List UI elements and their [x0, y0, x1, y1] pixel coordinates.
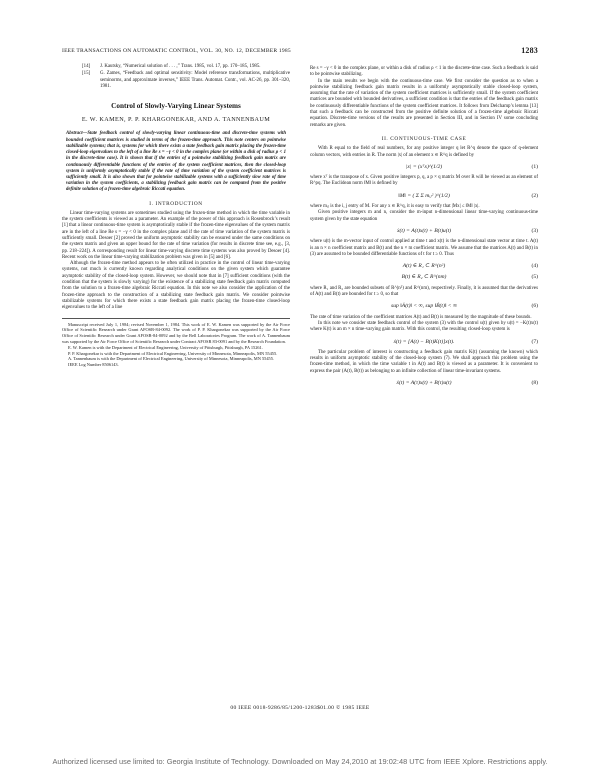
reference-list — [62, 64, 290, 90]
section-heading-introduction: I. INTRODUCTION — [149, 200, 203, 207]
equation-number: (6) — [531, 303, 538, 310]
article-abstract: Abstract—State feedback control of slowly-varying linear continuous-time and discrete-time systems with bounded coefficient matrices is studied in terms of the frozen-time approach. This note centers on pointwise stabilizable systems; that is, systems for which there exists a state feedback gain matrix placing the frozen-time closed-loop eigenvalues to the left of a line Re s = −γ < 0 in the complex plane (or within a disk of radius ρ < 1 in the discrete-time case). It is shown that if the entries of a pointwise stabilizing feedback gain matrix are continuously differentiable functions of the entries of the system coefficient matrices, then the closed-loop system is uniformly asymptotically stable if the rate of time variation of the system coefficient matrices is sufficiently small. It is also shown that for pointwise stabilizable systems with a sufficiently slow rate of time variation in the system coefficients, a stabilizing feedback gain matrix can be computed from the positive definite solution of a frozen-time algebraic Riccati equation. — [66, 131, 286, 193]
equation-4 — [310, 263, 538, 269]
continued-paragraph: Re s = −γ < 0 in the complex plane, or within a disk of radius ρ < 1 in the discrete-time case. Such a feedback is said to be pointwise stabilizing. — [310, 66, 538, 78]
article-title: Control of Slowly-Varying Linear Systems — [111, 102, 241, 111]
download-notice: Authorized licensed use limited to: Georgia Institute of Technology. Downloaded on May 24,2010 at 19:02:48 UTC from IEEE Xplore. Restrictions apply. — [52, 757, 548, 766]
equation-2 — [310, 193, 538, 199]
equation-5 — [310, 274, 538, 280]
footnote-affiliation: A. Tannenbaum is with the Department of Electrical Engineering, University of Minnesota, Minneapolis, MN 55455. — [68, 356, 275, 362]
equation-7 — [310, 339, 538, 345]
footnote-log-number: IEEE Log Number 8506143. — [68, 362, 119, 368]
body-paragraph: where R₁ and R₂ are bounded subsets of R^(n²) and R^(nm), respectively. Finally, it is assumed that the derivatives of A(t) and B(t) are bounded for t ≥ 0, so that — [310, 285, 538, 298]
equation-text: A(t) ∈ R₁ ⊂ R^(n²) — [402, 263, 446, 270]
equation-number: (7) — [531, 338, 538, 345]
body-paragraph: where mᵢⱼ is the i, j entry of M. For any x ∈ R^q, it is easy to verify that |Mx| ≤ ‖M‖ |x|. — [310, 204, 480, 210]
journal-name: IEEE TRANSACTIONS ON AUTOMATIC CONTROL, VOL. 30, NO. 12, DECEMBER 1985 — [62, 48, 291, 54]
footnote-block — [62, 318, 290, 368]
intro-paragraph: Although the frozen-time method appears to be often utilized in practice in the control of linear time-varying systems, not much is currently known regarding analytical conditions on the given system which guarantee asymptotic stability of the closed-loop system. However, we should note that in [7] sufficient conditions (with the condition that the system is slowly varying) for the existence of a stabilizing state feedback gain matrix computed from the solution to a frozen-time algebraic Riccati equation. In this note we also consider the application of the frozen-time approach to the construction of a stabilizing state feedback gain matrix. We consider pointwise stabilizable systems for which there exists a state feedback gain matrix placing the frozen-time closed-loop eigenvalues to the left of a line — [62, 261, 290, 311]
reference-item — [82, 64, 290, 70]
equation-6 — [310, 303, 538, 309]
reference-number: [14] — [82, 64, 91, 69]
footnote-affiliation: E. W. Kamen is with the Department of Electrical Engineering, University of Pittsburgh, Pittsburgh, PA 15261. — [68, 344, 263, 350]
equation-text: B(t) ∈ R₂ ⊂ R^(nm) — [401, 274, 447, 281]
equation-number: (3) — [531, 227, 538, 234]
equation-text: ẋ(t) = A(t)x(t) + B(t)u(t) — [396, 227, 452, 234]
body-paragraph: Given positive integers m and n, consider the m-input n-dimensional linear time-varying continuous-time system given by the state equation — [310, 210, 538, 222]
body-paragraph: With R equal to the field of real numbers, for any positive integer q let R^q denote the space of q-element column vectors, with entries in R. The norm |x| of an element x ∈ R^q is defined by — [310, 146, 538, 158]
reference-text: G. Zames, “Feedback and optimal sensitivity: Model reference transformations, multiplicative seminorms, and approximate inverses,” IEEE Trans. Automat. Contr., vol. AC-26, pp. 301–320, 1981. — [100, 71, 290, 89]
outline-paragraph: In the main results we begin with the continuous-time case. We first consider the question as to when a pointwise stabilizing feedback gain matrix results in a uniformly asymptotically stable closed-loop system, assuming that the rate of variation of the system coefficient matrices is sufficiently small. If the system coefficient matrices are bounded with bounded derivatives, a sufficient condition is that the entries of the feedback gain matrix be continuously differentiable functions of the system coefficient matrices. It follows from Delchamp’s lemma [13] that such a feedback can be constructed from the positive definite solution of a frozen-time algebraic Riccati equation. Discrete-time versions of the results are presented in Section III, and in Section IV some concluding remarks are given. — [310, 78, 538, 128]
equation-text: ẋ(t) = A(τ)x(t) + B(τ)u(t) — [396, 379, 452, 386]
equation-text: ẋ(t) = [A(t) − B(t)K(t)]x(t). — [393, 338, 455, 345]
article-authors: E. W. KAMEN, P. P. KHARGONEKAR, AND A. TANNENBAUM — [81, 116, 271, 124]
footnote-affiliation: P. P. Khargonekar is with the Department of Electrical Engineering, University of Minnesota, Minneapolis, MN 55455. — [68, 350, 278, 356]
right-column — [310, 66, 538, 391]
body-paragraph: The rate of time variation of the coefficient matrices A(t) and B(t) is measured by the magnitude of these bounds. — [310, 314, 532, 320]
body-paragraph: The particular problem of interest is constructing a feedback gain matrix K(t) (assuming the known) which results in uniform asymptotic stability of the closed-loop system (7). We shall approach this problem using the frozen-time method, in which the time variable t in A(t) and B(t) is viewed as a parameter. It is convenient to express the pair (A(t), B(t)) as belonging to an infinite collection of linear time-invariant systems. — [310, 349, 538, 374]
equation-number: (1) — [531, 163, 538, 170]
equation-number: (8) — [531, 379, 538, 386]
body-paragraph: In this note we consider state feedback control of the system (3) with the control u(t) given by u(t) = −K(t)x(t) where K(t) is an m × n time-varying gain matrix. With this control, the resulting closed-loop system is — [310, 320, 538, 333]
equation-number: (5) — [531, 274, 538, 281]
copyright-line: 00 IEEE 0018-9286/85/1200-1283$01.00 © 1985 IEEE — [230, 705, 370, 711]
equation-8 — [310, 380, 538, 386]
page-number: 1283 — [521, 46, 538, 55]
equation-text: |x| = (xᵀx)^(1/2) — [405, 163, 443, 170]
section-heading-continuous-time: II. CONTINUOUS-TIME CASE — [381, 135, 467, 142]
equation-number: (4) — [531, 263, 538, 270]
reference-text: J. Kautsky, “Numerical solution of . . . ,” Trans. 1985, vol. 17, pp. 170–185, 1985. — [100, 64, 261, 69]
left-column — [62, 64, 290, 368]
intro-paragraph: Linear time-varying systems are sometimes studied using the frozen-time method in which the time variable in the system coefficients is viewed as a parameter. An example of the power of this approach is Rosenbrock’s result [1] that a linear continuous-time system is asymptotically stable if the frozen-time eigenvalues of the system matrix are in the left of a line Re s = −γ < 0 in the complex plane and if the rate of time variation of the system matrix is sufficiently small. Desoer [2] proved the uniform asymptotic stability can be ensured under the same conditions on the system matrix and given an upper bound for the rate of time variation (for results in discrete time see, e.g., [3, pp. 218–224]). A corresponding result for linear time-varying discrete time systems was also proved by Desoer [4]. Recent work on the linear time-varying stabilization problem was given in [5] and [6]. — [62, 210, 290, 260]
body-paragraph: where u(t) is the m-vector input of control applied at time t and x(t) is the n-dimensional state vector at time t. A(t) is an n × n coefficient matrix and B(t) and the n × m coefficient matrix. We assume that the matrices A(t) and B(t) in (3) are assumed to be bounded differentiable functions of t for t ≥ 0. Thus — [310, 239, 538, 257]
equation-1 — [310, 164, 538, 170]
footnote-manuscript: Manuscript received July 1, 1984; revised November 1, 1984. This work of E. W. Kamen was supported by the Air Force Office of Scientific Research under Grant AFOSR-84-0092. The work of P. P. Khargonekar was supported by the Air Force Office of Scientific Research under Grant AFOSR-84-0092 and by the Bell Laboratories Program. The work of A. Tannenbaum was supported by the Air Force Office of Scientific Research under Contract AFOSR 83-0091 and by the Research Foundation. — [62, 321, 290, 344]
reference-item — [82, 71, 290, 90]
reference-number: [15] — [82, 71, 91, 77]
equation-3 — [310, 228, 538, 234]
equation-text: ‖M‖ = ( Σ Σ mᵢⱼ² )^(1/2) — [398, 192, 450, 199]
equation-number: (2) — [531, 192, 538, 199]
body-paragraph: where xᵀ is the transpose of x. Given positive integers p, q, a p × q matrix M over R will be viewed as an element of R^pq. The Euclidean norm ‖M‖ is defined by — [310, 175, 538, 187]
equation-text: sup ‖Ȧ(t)‖ < ∞, sup ‖Ḃ(t)‖ < ∞ — [391, 303, 457, 310]
